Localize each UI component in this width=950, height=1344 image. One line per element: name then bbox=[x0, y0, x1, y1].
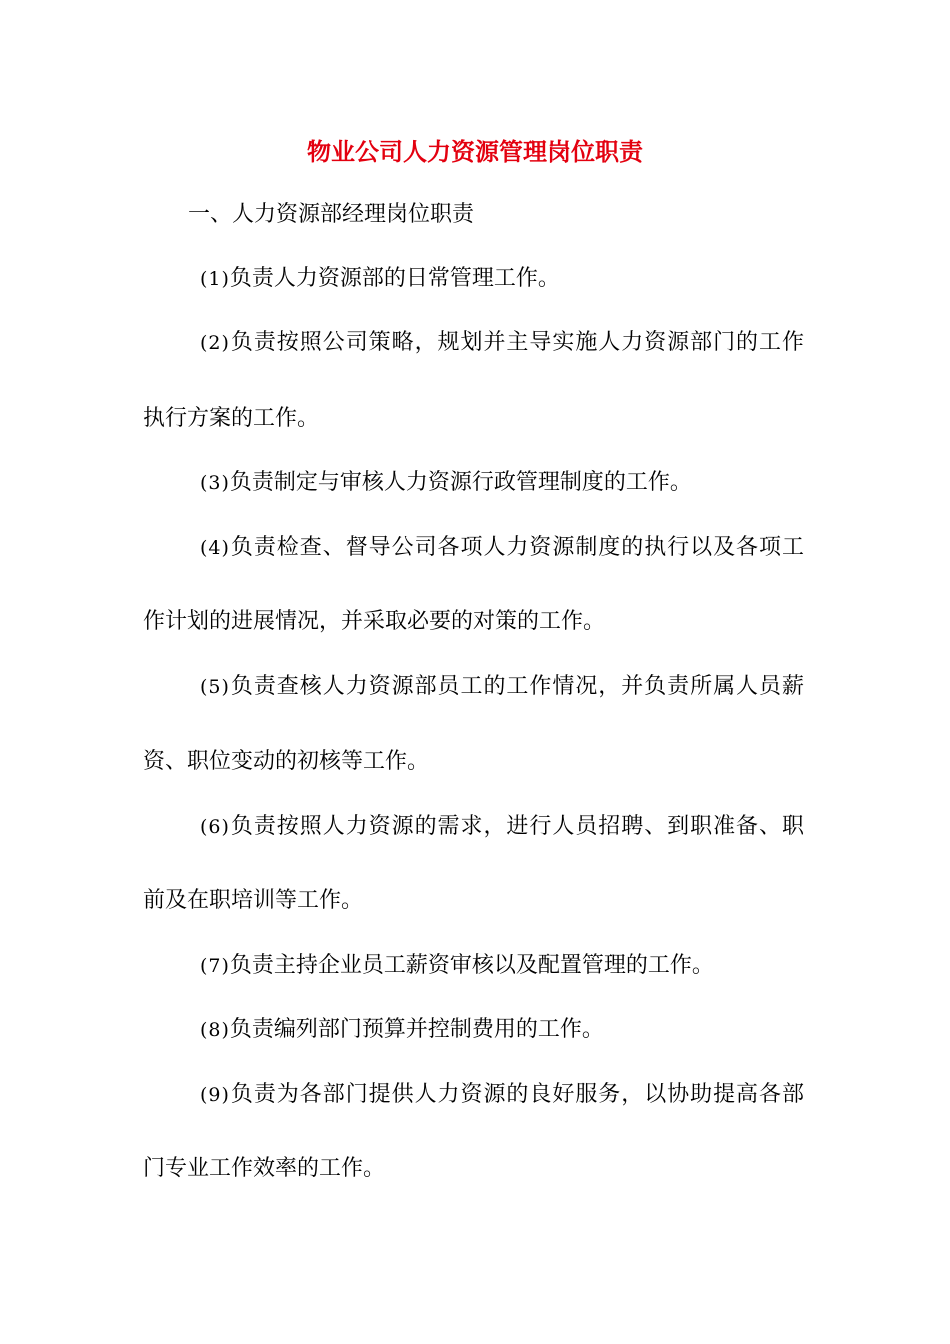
item-number: (8) bbox=[200, 1019, 230, 1041]
item-text: 负责主持企业员工薪资审核以及配置管理的工作。 bbox=[229, 953, 714, 978]
list-item-4-continuation: 作计划的进展情况，并采取必要的对策的工作。 bbox=[143, 609, 606, 634]
list-item-2-continuation: 执行方案的工作。 bbox=[143, 406, 320, 431]
list-item-8 bbox=[200, 1012, 804, 1048]
item-text: 负责人力资源部的日常管理工作。 bbox=[229, 266, 560, 291]
item-number: (3) bbox=[200, 472, 230, 494]
list-item-4 bbox=[200, 530, 804, 566]
item-number: (5) bbox=[200, 676, 230, 698]
page-title: 物业公司人力资源管理岗位职责 bbox=[307, 138, 643, 166]
item-text: 负责查核人力资源部员工的工作情况，并负责所属人员薪 bbox=[229, 674, 804, 699]
item-number: (7) bbox=[200, 955, 230, 977]
list-item-3 bbox=[200, 465, 804, 501]
list-item-9-continuation: 门专业工作效率的工作。 bbox=[143, 1156, 386, 1181]
list-item-6-continuation: 前及在职培训等工作。 bbox=[143, 888, 364, 913]
list-item-2 bbox=[200, 325, 804, 361]
item-text: 负责编列部门预算并控制费用的工作。 bbox=[229, 1017, 604, 1042]
item-text: 负责按照人力资源的需求，进行人员招聘、到职准备、职 bbox=[229, 814, 804, 839]
list-item-9 bbox=[200, 1077, 804, 1113]
item-text: 负责为各部门提供人力资源的良好服务，以协助提高各部 bbox=[229, 1082, 804, 1107]
section-heading: 一、人力资源部经理岗位职责 bbox=[188, 202, 475, 227]
list-item-1 bbox=[200, 261, 804, 297]
item-number: (4) bbox=[200, 537, 230, 559]
item-number: (2) bbox=[200, 332, 230, 354]
item-number: (6) bbox=[200, 816, 230, 838]
item-number: (1) bbox=[200, 268, 230, 290]
item-text: 负责制定与审核人力资源行政管理制度的工作。 bbox=[229, 470, 692, 495]
item-text: 负责检查、督导公司各项人力资源制度的执行以及各项工 bbox=[229, 535, 804, 560]
list-item-5-continuation: 资、职位变动的初核等工作。 bbox=[143, 749, 430, 774]
list-item-6 bbox=[200, 809, 804, 845]
item-number: (9) bbox=[200, 1084, 230, 1106]
list-item-7 bbox=[200, 948, 804, 984]
item-text: 负责按照公司策略，规划并主导实施人力资源部门的工作 bbox=[229, 330, 804, 355]
list-item-5 bbox=[200, 669, 804, 705]
